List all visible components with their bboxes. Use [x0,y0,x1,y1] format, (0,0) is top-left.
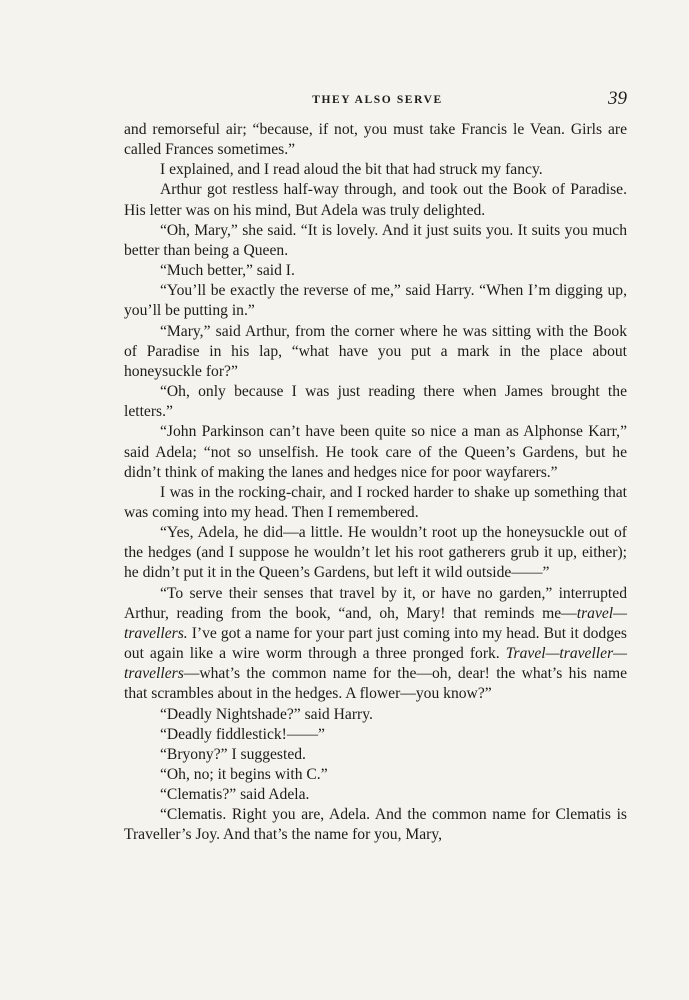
text-run: “Clematis?” said Adela. [160,786,310,804]
paragraph [124,725,627,745]
text-run: “Oh, Mary,” she said. “It is lovely. And it just suits you. It suits you much better than being a Queen. [124,221,627,259]
text-run: “Bryony?” I suggested. [160,745,306,763]
paragraph [124,483,627,523]
paragraph [124,805,627,845]
paragraph [124,281,627,321]
text-run: I was in the rocking-chair, and I rocked harder to shake up something that was coming into my head. Then I remembered. [124,483,627,521]
paragraph [124,180,627,220]
paragraph [124,120,627,160]
text-run: I explained, and I read aloud the bit that had struck my fancy. [160,161,543,179]
paragraph [124,745,627,765]
paragraph [124,584,627,705]
text-run: “To serve their senses that travel by it, or have no garden,” interrupted Arthur, reading from the book, “and, oh, Mary! that reminds me— [124,584,627,622]
text-run: and remorseful air; “because, if not, you must take Francis le Vean. Girls are called Frances sometimes.” [124,121,627,159]
page-number: 39 [608,88,627,109]
paragraph [124,221,627,261]
text-run: —what’s the common name for the—oh, dear! the what’s his name that scrambles about in the hedges. A flower—you know?” [124,665,627,703]
paragraph [124,382,627,422]
paragraph [124,523,627,583]
paragraph [124,422,627,482]
paragraph [124,261,627,281]
paragraph [124,322,627,382]
text-run: “Oh, only because I was just reading there when James brought the letters.” [124,383,627,421]
text-run: “Yes, Adela, he did—a little. He wouldn’t root up the honeysuckle out of the hedges (and I suppose he wouldn’t let his root gatherers grub it up, either); he didn’t put it in the Queen’s Gardens, but left it wild outside——” [124,524,627,582]
paragraph [124,765,627,785]
text-run: “Mary,” said Arthur, from the corner where he was sitting with the Book of Paradise in his lap, “what have you put a mark in the place about honeysuckle for?” [124,322,627,380]
text-run: “Much better,” said I. [160,262,295,280]
paragraph [124,705,627,725]
text-run: “Oh, no; it begins with C.” [160,766,328,783]
italic-text: Travel—traveller—travellers [124,645,627,683]
text-run: “You’ll be exactly the reverse of me,” said Harry. “When I’m digging up, you’ll be putting in.” [124,282,627,320]
text-run: “Clematis. Right you are, Adela. And the common name for Clematis is Traveller’s Joy. And that’s the name for you, Mary, [124,806,627,844]
italic-text: travel—travellers. [124,604,627,642]
text-run: “Deadly Nightshade?” said Harry. [160,705,373,723]
text-run: I’ve got a name for your part just coming into my head. But it dodges out again like a wire worm through a three pronged fork. [124,624,627,663]
paragraph [124,785,627,805]
body-text [124,120,627,846]
running-head [0,88,689,112]
running-title: THEY ALSO SERVE [312,94,443,106]
paragraph [124,160,627,180]
text-run: “Deadly fiddlestick!——” [160,725,325,743]
text-run: Arthur got restless half-way through, and took out the Book of Paradise. His letter was on his mind, But Adela was truly delighted. [124,181,627,219]
text-run: “John Parkinson can’t have been quite so nice a man as Alphonse Karr,” said Adela; “not so unselfish. He took care of the Queen’s Gardens, but he didn’t think of making the lanes and hedges nice for poor wayfarers.” [124,423,627,481]
